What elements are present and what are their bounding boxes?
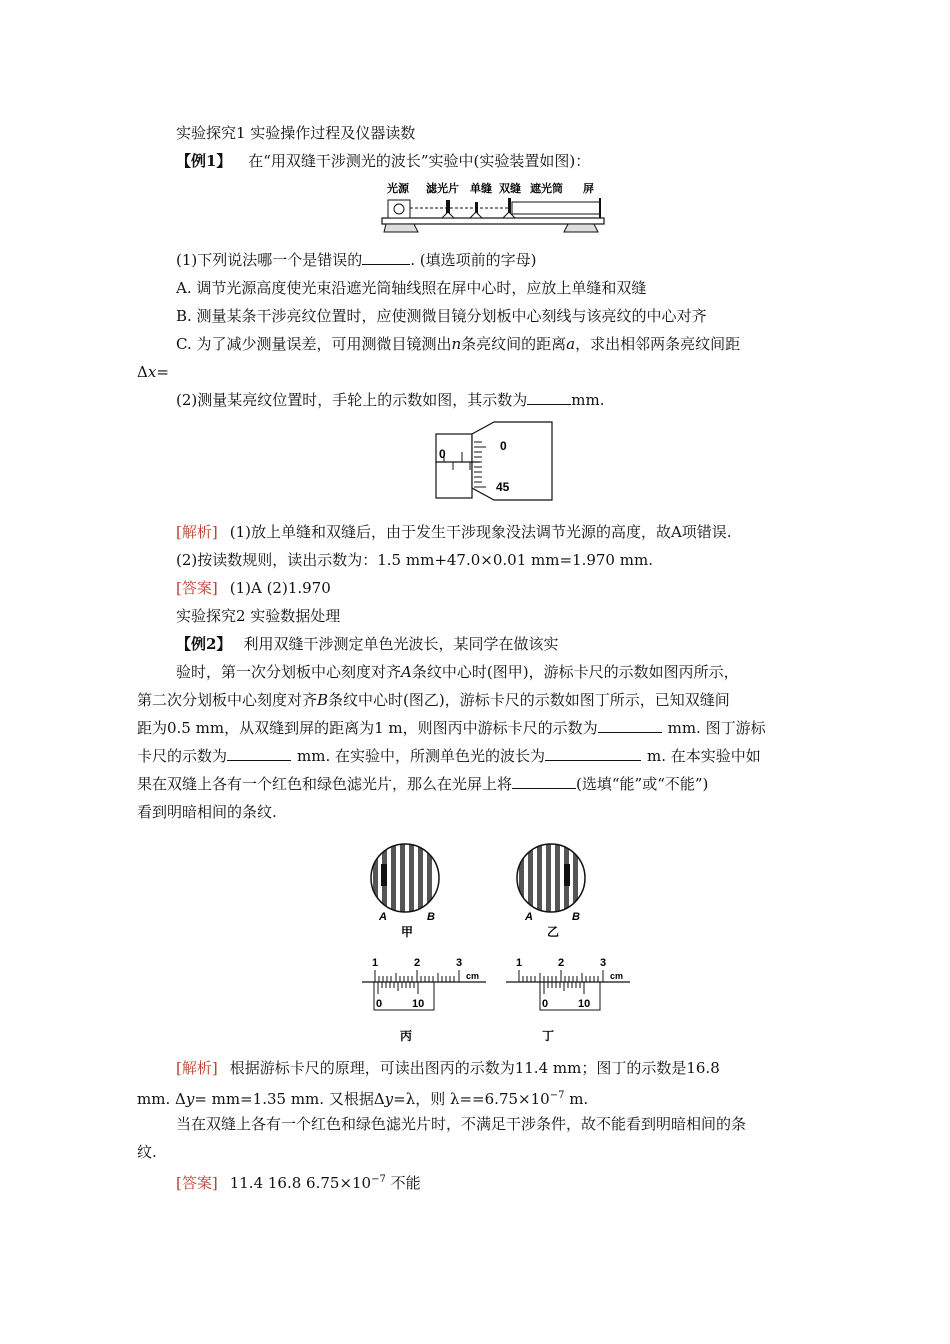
ex2-answer-label: [答案] [176,1174,218,1192]
caliper-ding [506,957,630,1043]
blank-can-see [512,774,576,789]
ex2-text-5b: (选填“能”或“不能”) [576,775,709,793]
ex2-para-line5 [137,774,708,794]
blank-ding [227,746,291,761]
ex2-answer-main: 11.4 16.8 6.75×10 [229,1174,372,1192]
var-y-1: y [185,1090,195,1108]
q2-unit: mm. [571,391,605,409]
label-light-source: 光源 [387,183,409,195]
ex2-text-4a: 卡尺的示数为 [137,747,228,765]
ex1-analysis-text1: (1)放上单缝和双缝后，由于发生干涉现象没法调节光源的高度，故A项错误. [229,523,732,541]
bench-foot-left [384,224,418,232]
caliper-bing [362,957,486,1043]
ex2-text-2a: 第二次分划板中心刻度对齐 [137,691,318,709]
ex2-text-2b: 条纹中心时(图乙)，游标卡尺的示数如图丁所示，已知双缝间 [328,691,730,709]
option-c-text-2: 条亮纹间的距离 [461,335,567,353]
ex1-analysis-label: [解析] [176,523,218,541]
ex2-para-line1 [176,662,739,682]
ex2-text-3a: 距为0.5 mm，从双缝到屏的距离为1 m，则图丙中游标卡尺的示数为 [137,719,598,737]
thimble-zero-label: 0 [500,439,507,453]
ex2-analysis-line3: 当在双缝上各有一个红色和绿色滤光片时，不满足干涉条件，故不能看到明暗相间的条 [176,1115,747,1133]
ex1-analysis-line2: (2)按读数规则，读出示数为：1.5 mm+47.0×0.01 mm=1.970 mm. [176,551,653,569]
ex2-answer-exponent: −7 [371,1174,386,1185]
svg-text:2: 2 [414,957,421,969]
example1-label: 【例1】 [176,152,232,170]
ex1-answer: (1)A (2)1.970 [229,579,331,597]
var-n: n [451,335,462,353]
q1-suffix: . (填选项前的字母) [410,251,537,269]
ex2-analysis-line1 [176,1058,720,1078]
ex2-answer-line [176,1170,421,1193]
q2-prefix: (2)测量某亮纹位置时，手轮上的示数如图，其示数为 [176,391,528,409]
svg-text:3: 3 [456,957,463,969]
ex1-answer-label: [答案] [176,579,218,597]
label-tube: 遮光筒 [530,183,563,195]
svg-text:10: 10 [578,998,591,1010]
label-single-slit: 单缝 [470,183,492,195]
micrometer-figure [434,420,556,502]
example2-intro: 利用双缝干涉测定单色光波长，某同学在做该实 [243,635,559,653]
caption-yi: 乙 [547,925,560,939]
section1-title: 实验探究1 实验操作过程及仪器读数 [176,124,416,142]
light-shield-tube [512,202,600,214]
ex1-answer-line [176,578,331,598]
ex2-para-line4 [137,746,761,766]
micrometer-sleeve [436,434,472,498]
ex2-analysis-exponent: −7 [549,1090,565,1101]
ex2-text-4c: m. 在本实验中如 [647,747,761,765]
thimble-45-label: 45 [496,480,510,494]
ex1-analysis-line1 [176,522,732,542]
caption-jia: 甲 [401,925,414,939]
ex2-analysis-line4: 纹. [137,1143,157,1161]
q2-answer-blank [527,390,571,405]
caption-bing: 丙 [400,1029,413,1043]
option-c-line1 [176,334,740,354]
option-c-line2 [137,362,169,382]
ex2-text-3b: mm. 图丁游标 [667,719,766,737]
label-filter: 滤光片 [426,183,459,195]
example2-label: 【例2】 [176,635,232,653]
svg-text:1: 1 [516,957,523,969]
fringe-circle-yi [517,840,585,920]
ex2-analysis-text1: 根据游标卡尺的原理，可读出图丙的示数为11.4 mm；图丁的示数是16.8 [229,1059,720,1077]
delta-symbol: Δ [137,363,148,381]
example2-intro-line [176,634,558,654]
stripe-a-ref: A [401,663,412,681]
label-double-slit: 双缝 [499,183,521,195]
label-a-jia: A [379,911,387,923]
caption-ding: 丁 [542,1029,555,1043]
svg-text:3: 3 [600,957,607,969]
apparatus-figure [378,178,610,236]
stripe-b-ref: B [317,691,329,709]
blank-wavelength [545,746,641,761]
svg-text:cm: cm [466,971,480,981]
ex2-analysis-2a: mm. Δ [137,1090,186,1108]
ex2-analysis-2e: =λ，则 λ==6.75×10 [393,1090,550,1108]
equals-sign: = [156,363,169,381]
ex2-para-line3 [137,718,766,738]
label-a-yi: A [525,911,533,923]
example1-intro: 在“用双缝干涉测光的波长”实验中(实验装置如图)： [248,152,591,170]
var-x: x [147,363,157,381]
ex2-para-line6: 看到明暗相间的条纹. [137,803,277,821]
ex2-analysis-2c: = mm=1.35 mm. 又根据Δ [194,1090,385,1108]
option-c-text-3: ，求出相邻两条亮纹间距 [575,335,741,353]
q1-line [176,250,537,270]
example1-intro-line [176,151,590,171]
bench-foot-right [564,224,598,232]
q1-answer-blank [362,250,410,265]
section2-title: 实验探究2 实验数据处理 [176,607,341,625]
ex2-text-4b: mm. 在实验中，所测单色光的波长为 [297,747,546,765]
svg-text:0: 0 [542,998,549,1010]
caliper-figures [360,952,632,1044]
label-screen: 屏 [583,183,594,195]
ex2-text-1a: 验时，第一次分划板中心刻度对齐 [176,663,402,681]
ex2-analysis-label: [解析] [176,1059,218,1077]
q1-prefix: (1)下列说法哪一个是错误的 [176,251,363,269]
ex2-text-5a: 果在双缝上各有一个红色和绿色滤光片，那么在光屏上将 [137,775,513,793]
label-b-jia: B [427,911,435,923]
var-a: a [566,335,576,353]
ex2-text-1b: 条纹中心时(图甲)，游标卡尺的示数如图丙所示， [411,663,739,681]
svg-text:cm: cm [610,971,624,981]
optical-bench [382,218,604,224]
sleeve-zero-label: 0 [439,447,446,461]
ex2-answer-tail: 不能 [385,1174,421,1192]
bulb-icon [394,204,404,214]
option-a: A. 调节光源高度使光束沿遮光筒轴线照在屏中心时，应放上单缝和双缝 [176,279,647,297]
svg-text:0: 0 [376,998,383,1010]
ex2-para-line2 [137,690,730,710]
var-y-2: y [384,1090,394,1108]
micrometer-thimble [472,422,552,500]
q2-line [176,390,604,410]
fringe-circle-jia [371,840,439,920]
svg-text:1: 1 [372,957,379,969]
label-b-yi: B [572,911,580,923]
fringe-figures [365,840,597,940]
blank-bing [598,718,662,733]
ex2-analysis-line2 [137,1086,588,1109]
ex2-analysis-2f: m. [564,1090,589,1108]
option-c-text-1: C. 为了减少测量误差，可用测微目镜测出 [176,335,452,353]
option-b: B. 测量某条干涉亮纹位置时，应使测微目镜分划板中心刻线与该亮纹的中心对齐 [176,307,707,325]
svg-text:2: 2 [558,957,565,969]
svg-text:10: 10 [412,998,425,1010]
